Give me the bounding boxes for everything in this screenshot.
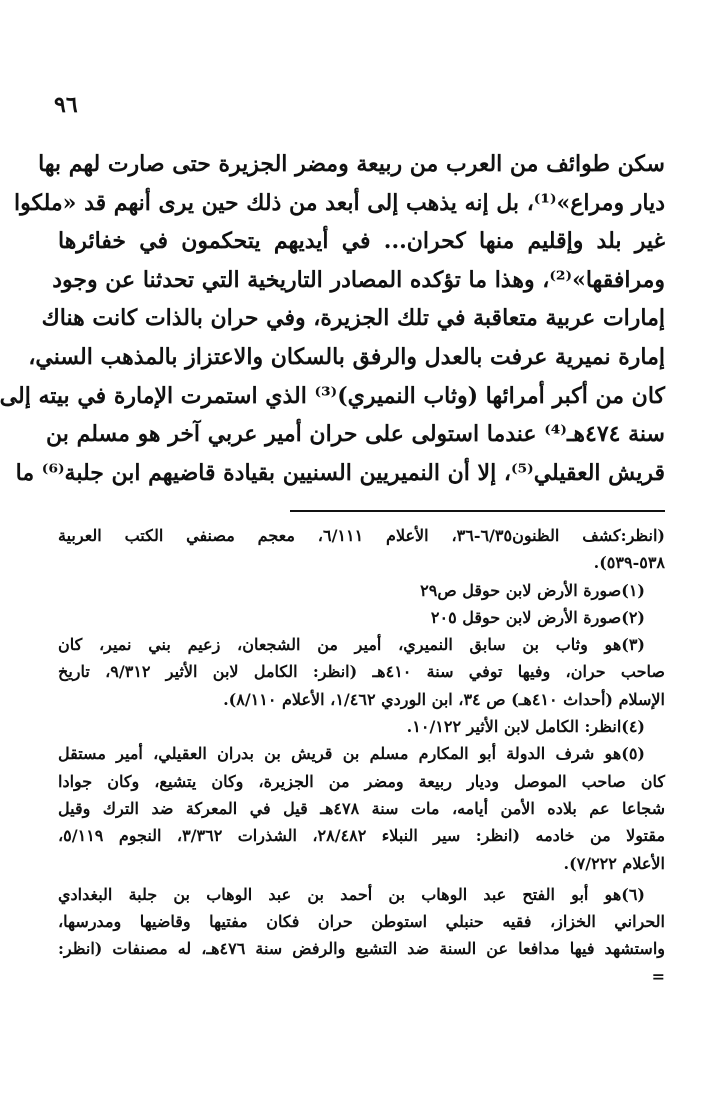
body-line: غير بلد وإقليم منها كحران... في أيديهم يتحكمون في خفائرها (58, 228, 665, 255)
body-line: إمارة نميرية عرفت بالعدل والرفق بالسكان والاعتزاز بالمذهب السني، (28, 343, 665, 370)
body-line: كان من أكبر أمرائها (وثاب النميري)⁽³⁾ الذي استمرت الإمارة في بيته إلى (0, 382, 665, 409)
footnotes (58, 522, 665, 990)
footnote-3-line: الإسلام (أحداث ٤١٠هـ) ص ٣٤، ابن الوردي ١/٤٦٢، الأعلام ٨/١١٠). (223, 689, 665, 709)
footnote-3-line: (٣)هو وثاب بن سابق النميري، أمير من الشجعان، زعيم بني نمير، كان (58, 635, 645, 655)
main-text (0, 145, 665, 492)
body-line: سكن طوائف من العرب من ربيعة ومضر الجزيرة حتى صارت لهم بها (38, 151, 665, 177)
body-line: ديار ومراع»⁽¹⁾، بل إنه يذهب إلى أبعد من ذلك حين يرى أنهم قد «ملكوا (13, 189, 665, 216)
footnote-5-line: (٥)هو شرف الدولة أبو المكارم مسلم بن قريش بن بدران العقيلي، أمير مستقل (58, 744, 645, 764)
footnote-4: (٤)انظر: الكامل لابن الأثير ١٠/١٢٢. (406, 717, 645, 737)
footnote-5-line: الأعلام ٧/٢٢٢). (563, 853, 665, 873)
footnote-continuation-line: ٥٣٨-٥٣٩). (593, 553, 665, 573)
footnote-separator (290, 510, 665, 512)
footnote-2: (٢)صورة الأرض لابن حوقل ٢٠٥ (430, 607, 645, 627)
footnote-5-line: مقتولا من خادمه (انظر: سير النبلاء ٢٨/٤٨٢، الشذرات ٣/٣٦٢، النجوم ٥/١١٩، (58, 826, 666, 846)
footnote-5-line: شجاعا عم بلاده الأمن أيامه، مات سنة ٤٧٨هـ قيل في المعركة ضد الترك وقيل (58, 798, 666, 818)
body-line: قريش العقيلي⁽⁵⁾، إلا أن النميريين السنيين بقيادة قاضيهم ابن جلبة⁽⁶⁾ ما (15, 459, 665, 486)
body-line: سنة ٤٧٤هـ⁽⁴⁾ عندما استولى على حران أمير عربي آخر هو مسلم بن (46, 421, 665, 448)
body-line: إمارات عربية متعاقبة في تلك الجزيرة، وفي حران بالذات كانت هناك (41, 305, 665, 332)
footnote-continuation-line: (انظر:كشف الظنون٦/٣٥-٣٦، الأعلام ٦/١١١، معجم مصنفي الكتب العربية (58, 526, 665, 545)
footnote-continued-marker: = (651, 966, 665, 986)
footnote-6-line: (٦)هو أبو الفتح عبد الوهاب بن أحمد بن عبد الوهاب بن جلبة البغدادي (58, 884, 645, 904)
footnote-1: (١)صورة الأرض لابن حوقل ص٢٩ (420, 580, 645, 600)
footnote-3-line: صاحب حران، وفيها توفي سنة ٤١٠هـ (انظر: الكامل لابن الأثير ٩/٣١٢، تاريخ (58, 662, 665, 682)
body-line: ومرافقها»⁽²⁾، وهذا ما تؤكده المصادر التاريخية التي تحدثنا عن وجود (52, 266, 665, 293)
page-number: ٩٦ (54, 92, 78, 118)
footnote-6-line: واستشهد فيها مدافعا عن السنة ضد التشيع والرفض سنة ٤٧٦هـ، له مصنفات (انظر: (58, 939, 665, 959)
footnote-5-line: كان صاحب الموصل وديار ربيعة ومضر من الجزيرة، وكان يتشيع، وكان جوادا (58, 771, 665, 791)
footnote-6-line: الحراني الخزاز، فقيه حنبلي استوطن حران فكان مفتيها وقاضيها ومدرسها، (58, 912, 665, 932)
